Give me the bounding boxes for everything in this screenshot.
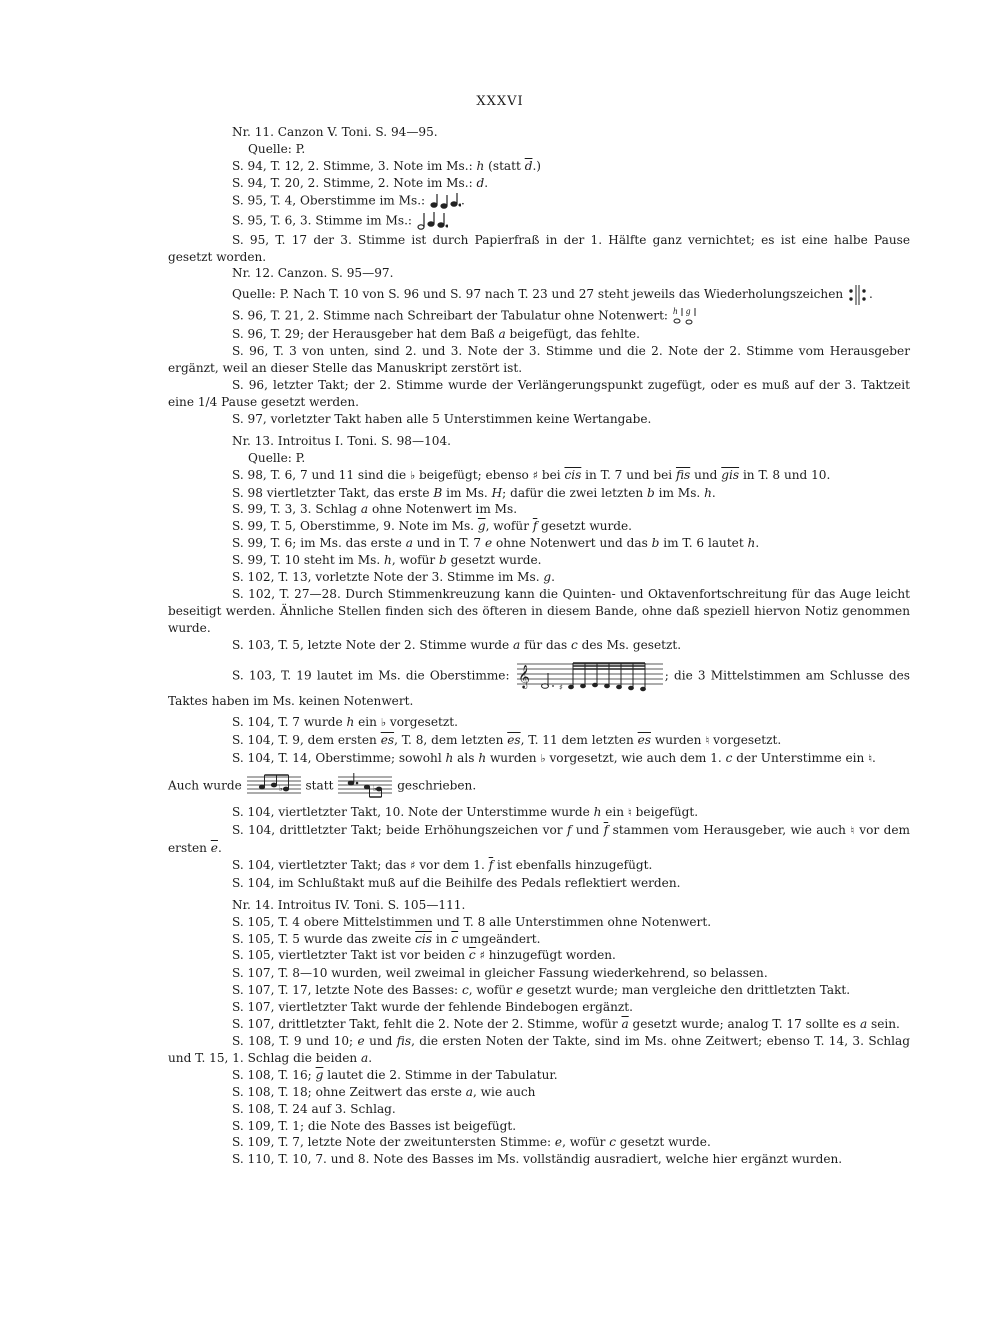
note-line: S. 108, T. 18; ohne Zeitwert das erste a, wie auch: [232, 1084, 536, 1099]
note-line: S. 96, letzter Takt; der 2. Stimme wurde der Verlängerungspunkt zugefügt, oder es muß auf der 3. Taktzeit eine 1/4 Pause gesetzt werden.: [168, 378, 910, 409]
note-line: Quelle: P. Nach T. 10 von S. 96 und S. 97 nach T. 23 und 27 steht jeweils das Wiederholungszeichen .: [168, 282, 910, 306]
source-line-nr13: Quelle: P.: [248, 450, 306, 465]
svg-text:♭: ♭: [373, 784, 378, 794]
note-line: S. 94, T. 12, 2. Stimme, 3. Note im Ms.: h (statt $\overline{d}$.): [232, 158, 542, 173]
note-line: S. 95, T. 4, Oberstimme im Ms.: .: [168, 192, 910, 210]
note-line: S. 109, T. 1; die Note des Basses ist beigefügt.: [232, 1118, 517, 1133]
note-line: S. 110, T. 10, 7. und 8. Note des Basses im Ms. vollständig ausradiert, welche hier ergänzt wurden.: [232, 1152, 843, 1167]
note-line: S. 103, T. 5, letzte Note der 2. Stimme wurde a für das c des Ms. gesetzt.: [232, 637, 682, 652]
section-heading-nr12: Nr. 12. Canzon. S. 95—97.: [232, 266, 394, 281]
note-line: S. 107, T. 8—10 wurden, weil zweimal in gleicher Fassung wiederkehrend, so belassen.: [232, 966, 768, 981]
note-line: S. 105, viertletzter Takt ist vor beiden $\overline{c}$ ♯ hinzugefügt worden.: [232, 948, 616, 963]
note-line: S. 107, viertletzter Takt wurde der fehlende Bindebogen ergänzt.: [232, 1000, 634, 1015]
note-line: S. 98, T. 6, 7 und 11 sind die ♭ beigefügt; ebenso ♯ bei $\overline{cis}$ in T. 7 und bei $\overline{fis}$ und $\overline{gis}$ in T. 8 und 10.: [232, 467, 831, 482]
note-line: S. 99, T. 10 steht im Ms. h, wofür b gesetzt wurde.: [232, 553, 542, 568]
note-line: S. 109, T. 7, letzte Note der zweituntersten Stimme: e, wofür c gesetzt wurde.: [232, 1135, 711, 1150]
note-line: S. 105, T. 4 obere Mittelstimmen und T. 8 alle Unterstimmen ohne Notenwert.: [232, 914, 712, 929]
note-line: S. 96, T. 29; der Herausgeber hat dem Baß a beigefügt, das fehlte.: [232, 327, 640, 342]
critical-notes: [168, 124, 910, 1168]
music-notation-figure: [672, 306, 698, 326]
section-heading-nr13: Nr. 13. Introitus I. Toni. S. 98—104.: [232, 433, 452, 448]
note-line: S. 99, T. 3, 3. Schlag a ohne Notenwert im Ms.: [232, 502, 518, 517]
svg-text:♭: ♭: [278, 784, 283, 794]
repeat-sign-figure: [847, 284, 869, 306]
note-line: S. 99, T. 5, Oberstimme, 9. Note im Ms. $\overline{g}$, wofür $\overline{f}$ gesetzt wurde.: [232, 519, 633, 534]
section-heading-nr11: Nr. 11. Canzon V. Toni. S. 94—95.: [232, 125, 438, 139]
note-line: S. 98 viertletzter Takt, das erste B im Ms. H; dafür die zwei letzten b im Ms. h.: [232, 485, 716, 500]
note-line: S. 97, vorletzter Takt haben alle 5 Unterstimmen keine Wertangabe.: [232, 411, 652, 426]
source-line-nr11: Quelle: P.: [248, 141, 306, 156]
note-line: S. 104, viertletzter Takt; das ♯ vor dem 1. $\overline{f}$ ist ebenfalls hinzugefügt.: [232, 857, 653, 872]
note-line: S. 96, T. 21, 2. Stimme nach Schreibart der Tabulatur ohne Notenwert: h g: [168, 306, 910, 326]
svg-text:♯: ♯: [558, 682, 563, 692]
music-excerpt-staff: [515, 659, 665, 693]
note-line: S. 96, T. 3 von unten, sind 2. und 3. Note der 3. Stimme und die 2. Note der 2. Stimme vom Herausgeber ergänzt, weil an dieser Stelle das Manuskript zerstört ist.: [168, 344, 910, 376]
note-line: S. 95, T. 6, 3. Stimme im Ms.:: [168, 210, 910, 232]
note-line: S. 107, drittletzter Takt, fehlt die 2. Note der 2. Stimme, wofür $\overline{a}$ gesetzt wurde; analog T. 17 sollte es a sein.: [232, 1017, 900, 1032]
note-line: S. 104, viertletzter Takt, 10. Note der Unterstimme wurde h ein ♮ beigefügt.: [232, 805, 699, 820]
music-notation-figure: [337, 773, 393, 799]
note-line: S. 95, T. 17 der 3. Stimme ist durch Papierfraß in der 1. Hälfte ganz vernichtet; es ist eine halbe Pause gesetzt worden.: [168, 232, 910, 264]
music-notation-figure: [429, 192, 461, 210]
note-line: S. 107, T. 17, letzte Note des Basses: c, wofür e gesetzt wurde; man vergleiche den drittletzten Takt.: [232, 983, 851, 998]
note-line: S. 104, drittletzter Takt; beide Erhöhungszeichen vor f und $\overline{f}$ stammen vom Herausgeber, wie auch ♮ vor dem ersten $\overline{e}$.: [168, 823, 911, 855]
note-line: S. 104, T. 14, Oberstimme; sowohl h als h wurden ♭ vorgesetzt, wie auch dem 1. c der Unterstimme ein ♮.: [232, 751, 876, 766]
note-line: S. 104, T. 7 wurde h ein ♭ vorgesetzt.: [232, 715, 458, 730]
note-line: Auch wurde ♭ statt ♭ geschrieben.: [168, 773, 910, 799]
note-line: S. 105, T. 5 wurde das zweite $\overline{cis}$ in $\overline{c}$ umgeändert.: [232, 931, 541, 946]
note-line: S. 104, im Schlußtakt muß auf die Beihilfe des Pedals reflektiert werden.: [232, 875, 681, 890]
note-line: S. 103, T. 19 lautet im Ms. die Oberstimme: 𝄞 ♯ ; die 3 Mittelstimmen am Schlusse des Taktes haben im Ms. keinen Notenwert.: [168, 659, 910, 710]
svg-text:g: g: [685, 306, 691, 317]
note-line: S. 94, T. 20, 2. Stimme, 2. Note im Ms.: d.: [232, 175, 489, 190]
section-heading-nr14: Nr. 14. Introitus IV. Toni. S. 105—111.: [232, 897, 466, 912]
note-line: S. 102, T. 27—28. Durch Stimmenkreuzung kann die Quinten- und Oktavenfortschreitung für das Auge leicht beseitigt werden. Ähnliche Stellen finden sich des öfteren in diesem Bande, ohne daß speziell hiervon Notiz genommen wurde.: [168, 586, 910, 635]
svg-text:h: h: [672, 306, 678, 317]
page-number: XXXVI: [476, 94, 524, 109]
note-line: S. 102, T. 13, vorletzte Note der 3. Stimme im Ms. g.: [232, 570, 556, 585]
note-line: S. 108, T. 9 und 10; e und fis, die ersten Noten der Takte, sind im Ms. ohne Zeitwert; ebenso T. 14, 3. Schlag und T. 15, 1. Schlag die beiden a.: [168, 1033, 910, 1065]
note-line: S. 108, T. 24 auf 3. Schlag.: [232, 1101, 396, 1116]
music-notation-figure: [416, 210, 448, 232]
svg-text:𝄞: 𝄞: [517, 663, 530, 688]
note-line: S. 99, T. 6; im Ms. das erste a und in T. 7 e ohne Notenwert und das b im T. 6 lautet h.: [232, 536, 760, 551]
music-notation-figure: [246, 773, 302, 799]
note-line: S. 108, T. 16; $\overline{g}$ lautet die 2. Stimme in der Tabulatur.: [232, 1067, 558, 1082]
note-line: S. 104, T. 9, dem ersten $\overline{es}$, T. 8, dem letzten $\overline{es}$, T. 11 dem letzten $\overline{es}$ wurden ♮ vorgesetzt.: [232, 733, 782, 748]
